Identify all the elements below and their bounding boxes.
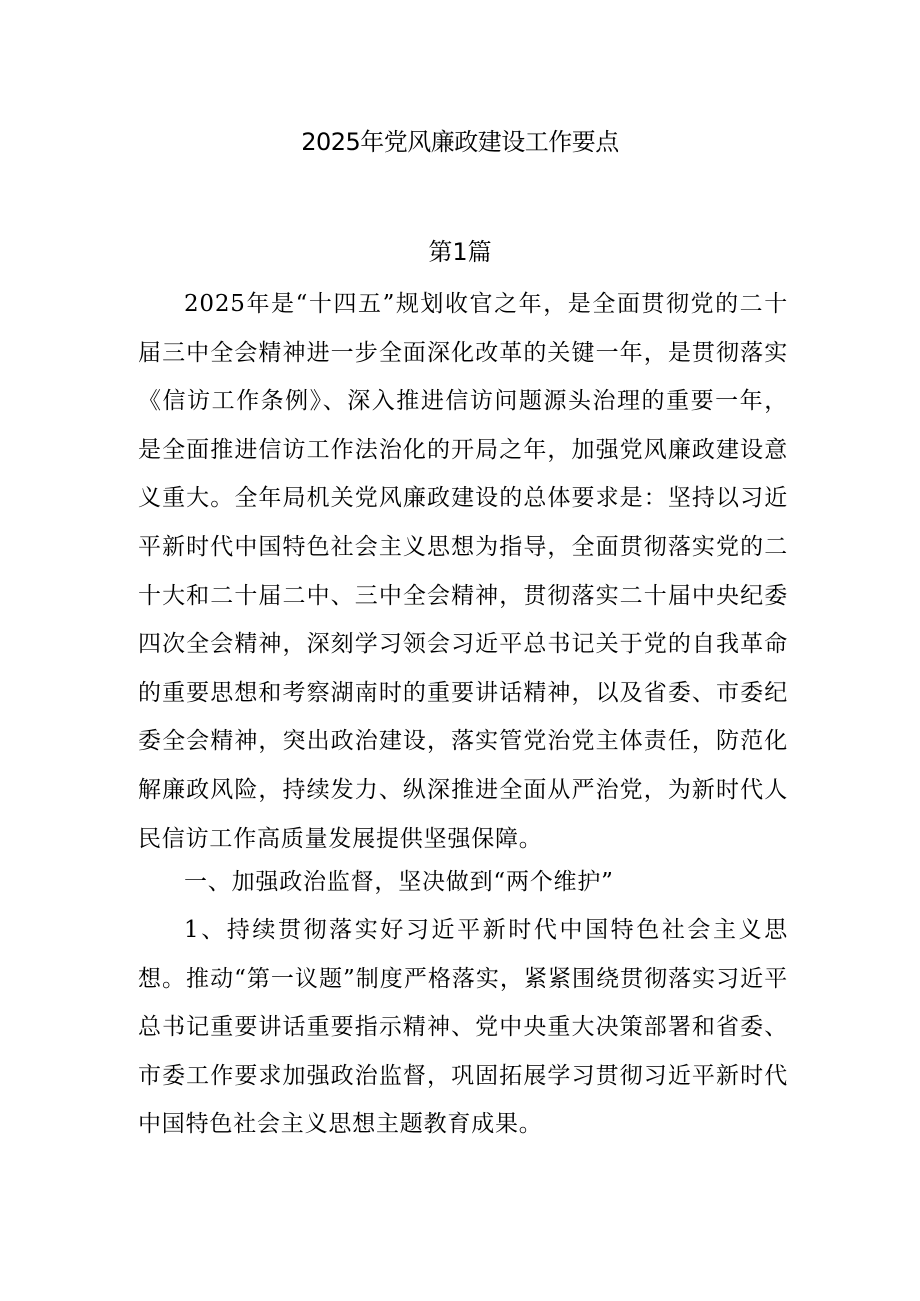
document-title: 2025年党风廉政建设工作要点: [301, 128, 619, 156]
paragraph-text: 2025年是“十四五”规划收官之年，是全面贯彻党的二十届三中全会精神进一步全面深化改革的关键一年，是贯彻落实《信访工作条例》、深入推进信访问题源头治理的重要一年，是全面推进信访工作法治化的开局之年，加强党风廉政建设意义重大。全年局机关党风廉政建设的总体要求是：坚持以习近平新时代中国特色社会主义思想为指导，全面贯彻落实党的二十大和二十届二中、三中全会精神，贯彻落实二十届中央纪委四次全会精神，深刻学习领会习近平总书记关于党的自我革命的重要思想和考察湖南时的重要讲话精神，以及省委、市委纪委全会精神，突出政治建设，落实管党治党主体责任，防范化解廉政风险，持续发力、纵深推进全面从严治党，为新时代人民信访工作高质量发展提供坚强保障。: [138, 291, 788, 852]
body-paragraph-intro: [138, 280, 788, 863]
paragraph-text: 1、持续贯彻落实好习近平新时代中国特色社会主义思想。推动“第一议题”制度严格落实，紧紧围绕贯彻落实习近平总书记重要讲话重要指示精神、党中央重大决策部署和省委、市委工作要求加强政治监督，巩固拓展学习贯彻习近平新时代中国特色社会主义思想主题教育成果。: [138, 917, 788, 1138]
paragraph-heading-text: 一、加强政治监督，坚决做到“两个维护”: [184, 869, 614, 895]
body-heading-political-supervision: [138, 858, 788, 907]
body-paragraph-item-1: [138, 906, 788, 1149]
section-title: 第1篇: [428, 238, 492, 266]
